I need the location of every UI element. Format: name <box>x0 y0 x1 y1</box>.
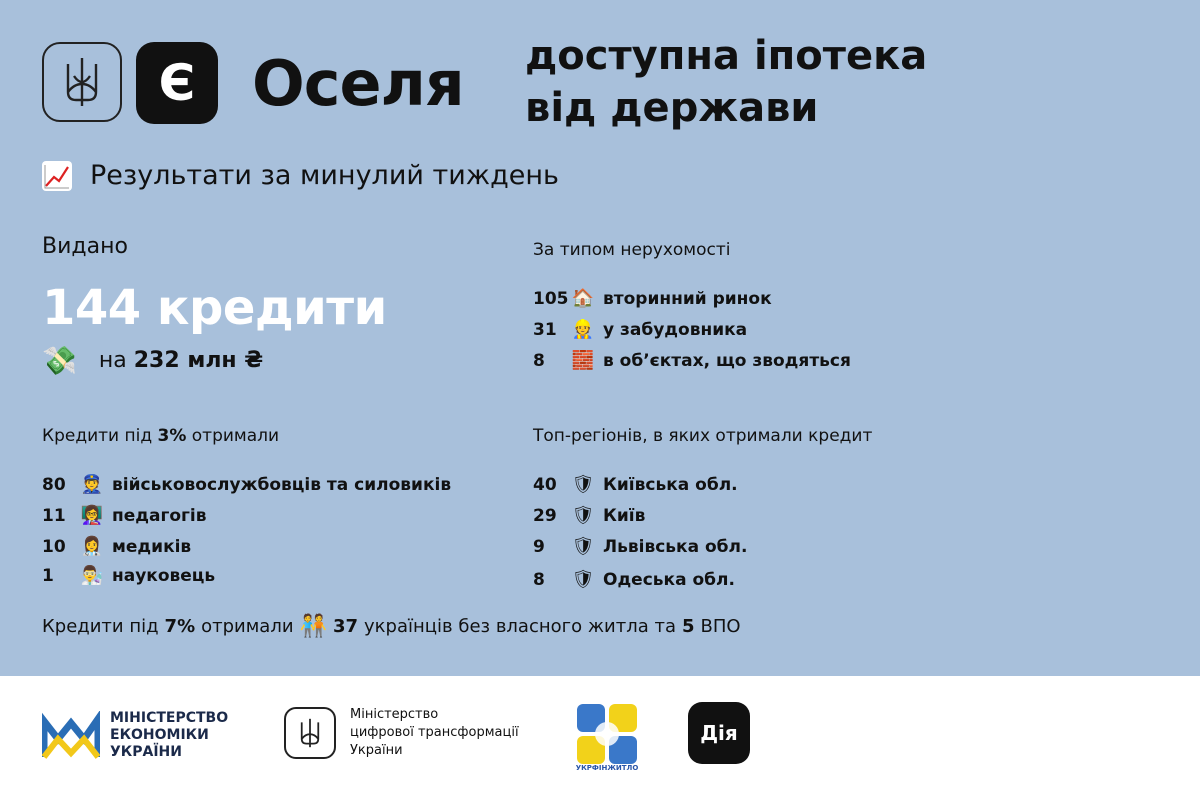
amount-text <box>99 348 263 373</box>
mindigit-line1: Міністерство <box>350 707 439 722</box>
money-icon: 💸 <box>42 344 77 377</box>
title-suffix: отримали <box>191 426 280 446</box>
item-count: 31 <box>533 319 557 340</box>
item-label: Київська обл. <box>603 474 738 495</box>
tagline <box>525 30 927 134</box>
results-heading <box>42 160 559 191</box>
ministry-economy-icon <box>42 711 100 761</box>
title-prefix: Кредити під <box>42 426 153 446</box>
teacher-icon: 👩‍🏫 <box>80 505 104 526</box>
property-types-title: За типом нерухомості <box>533 240 731 260</box>
amount-line <box>42 344 263 377</box>
item-count: 8 <box>533 350 545 371</box>
list-item <box>533 569 735 590</box>
seven-text1: українців без власного житла та <box>364 616 677 637</box>
police-officer-icon: 👮 <box>80 474 104 495</box>
item-count: 8 <box>533 569 545 590</box>
item-count: 40 <box>533 474 557 495</box>
list-item <box>42 505 207 526</box>
trident-icon <box>60 54 104 110</box>
coat-of-arms-icon: 🛡 <box>571 536 595 557</box>
item-label: в об’єктах, що зводяться <box>603 350 851 371</box>
diia-logo: Дія <box>688 702 750 764</box>
people-icon: 🧑‍🤝‍🧑 <box>299 614 327 639</box>
health-worker-icon: 👩‍⚕️ <box>80 536 104 557</box>
coat-of-arms-icon: 🛡 <box>571 569 595 590</box>
issued-label: Видано <box>42 234 128 259</box>
item-count: 29 <box>533 505 557 526</box>
item-label: педагогів <box>112 505 207 526</box>
tagline-line1: доступна іпотека <box>525 33 928 79</box>
mineco-line3: УКРАЇНИ <box>110 744 182 760</box>
coat-of-arms-icon: 🛡 <box>571 505 595 526</box>
ministry-economy-logo <box>42 710 228 761</box>
mineco-line2: ЕКОНОМІКИ <box>110 727 209 743</box>
item-label: медиків <box>112 536 192 557</box>
item-count: 9 <box>533 536 545 557</box>
mindigit-line3: України <box>350 743 403 758</box>
item-count: 1 <box>42 565 54 586</box>
list-item <box>533 288 772 309</box>
regions-title: Топ-регіонів, в яких отримали кредит <box>533 426 873 446</box>
list-item <box>533 319 747 340</box>
seven-count2: 5 <box>682 616 695 637</box>
item-count: 10 <box>42 536 66 557</box>
item-count: 11 <box>42 505 66 526</box>
credits-count: 144 кредити <box>42 280 387 336</box>
house-icon: 🏠 <box>571 288 595 309</box>
item-label: Київ <box>603 505 646 526</box>
list-item <box>42 565 215 586</box>
seven-rate: 7% <box>164 616 196 637</box>
amount-value: 232 млн ₴ <box>133 348 264 373</box>
list-item <box>42 474 451 495</box>
mindigit-line2: цифрової трансформації <box>350 725 519 740</box>
results-title: Результати за минулий тиждень <box>90 160 559 191</box>
item-label: Львівська обл. <box>603 536 748 557</box>
oselia-logo: Є <box>136 42 218 124</box>
trident-icon <box>284 707 336 759</box>
brand-name: Оселя <box>252 47 464 120</box>
seven-middle: отримали <box>201 616 294 637</box>
ukrfin-caption: УКРФІНЖИТЛО <box>575 764 639 772</box>
list-item <box>533 350 851 371</box>
item-label: військовослужбовців та силовиків <box>112 474 452 495</box>
three-percent-title <box>42 426 279 446</box>
seven-text2: ВПО <box>700 616 741 637</box>
mineco-line1: МІНІСТЕРСТВО <box>110 710 229 726</box>
item-label: науковець <box>112 565 216 586</box>
list-item <box>533 505 645 526</box>
title-rate: 3% <box>157 426 187 446</box>
amount-prefix: на <box>98 348 127 373</box>
list-item <box>42 536 191 557</box>
brick-icon: 🧱 <box>571 350 595 371</box>
seven-percent-line <box>42 614 741 639</box>
scientist-icon: 👨‍🔬 <box>80 565 104 586</box>
seven-count1: 37 <box>332 616 359 637</box>
item-count: 80 <box>42 474 66 495</box>
coat-of-arms-icon: 🛡 <box>571 474 595 495</box>
trident-logo <box>42 42 122 122</box>
construction-worker-icon: 👷 <box>571 319 595 340</box>
seven-prefix: Кредити під <box>42 616 159 637</box>
tagline-line2: від держави <box>525 85 819 131</box>
ministry-digital-logo <box>284 706 519 760</box>
item-label: Одеська обл. <box>603 569 735 590</box>
item-label: у забудовника <box>603 319 748 340</box>
item-count: 105 <box>533 288 569 309</box>
item-label: вторинний ринок <box>603 288 772 309</box>
list-item <box>533 536 747 557</box>
list-item <box>533 474 738 495</box>
chart-increasing-icon <box>42 161 72 191</box>
